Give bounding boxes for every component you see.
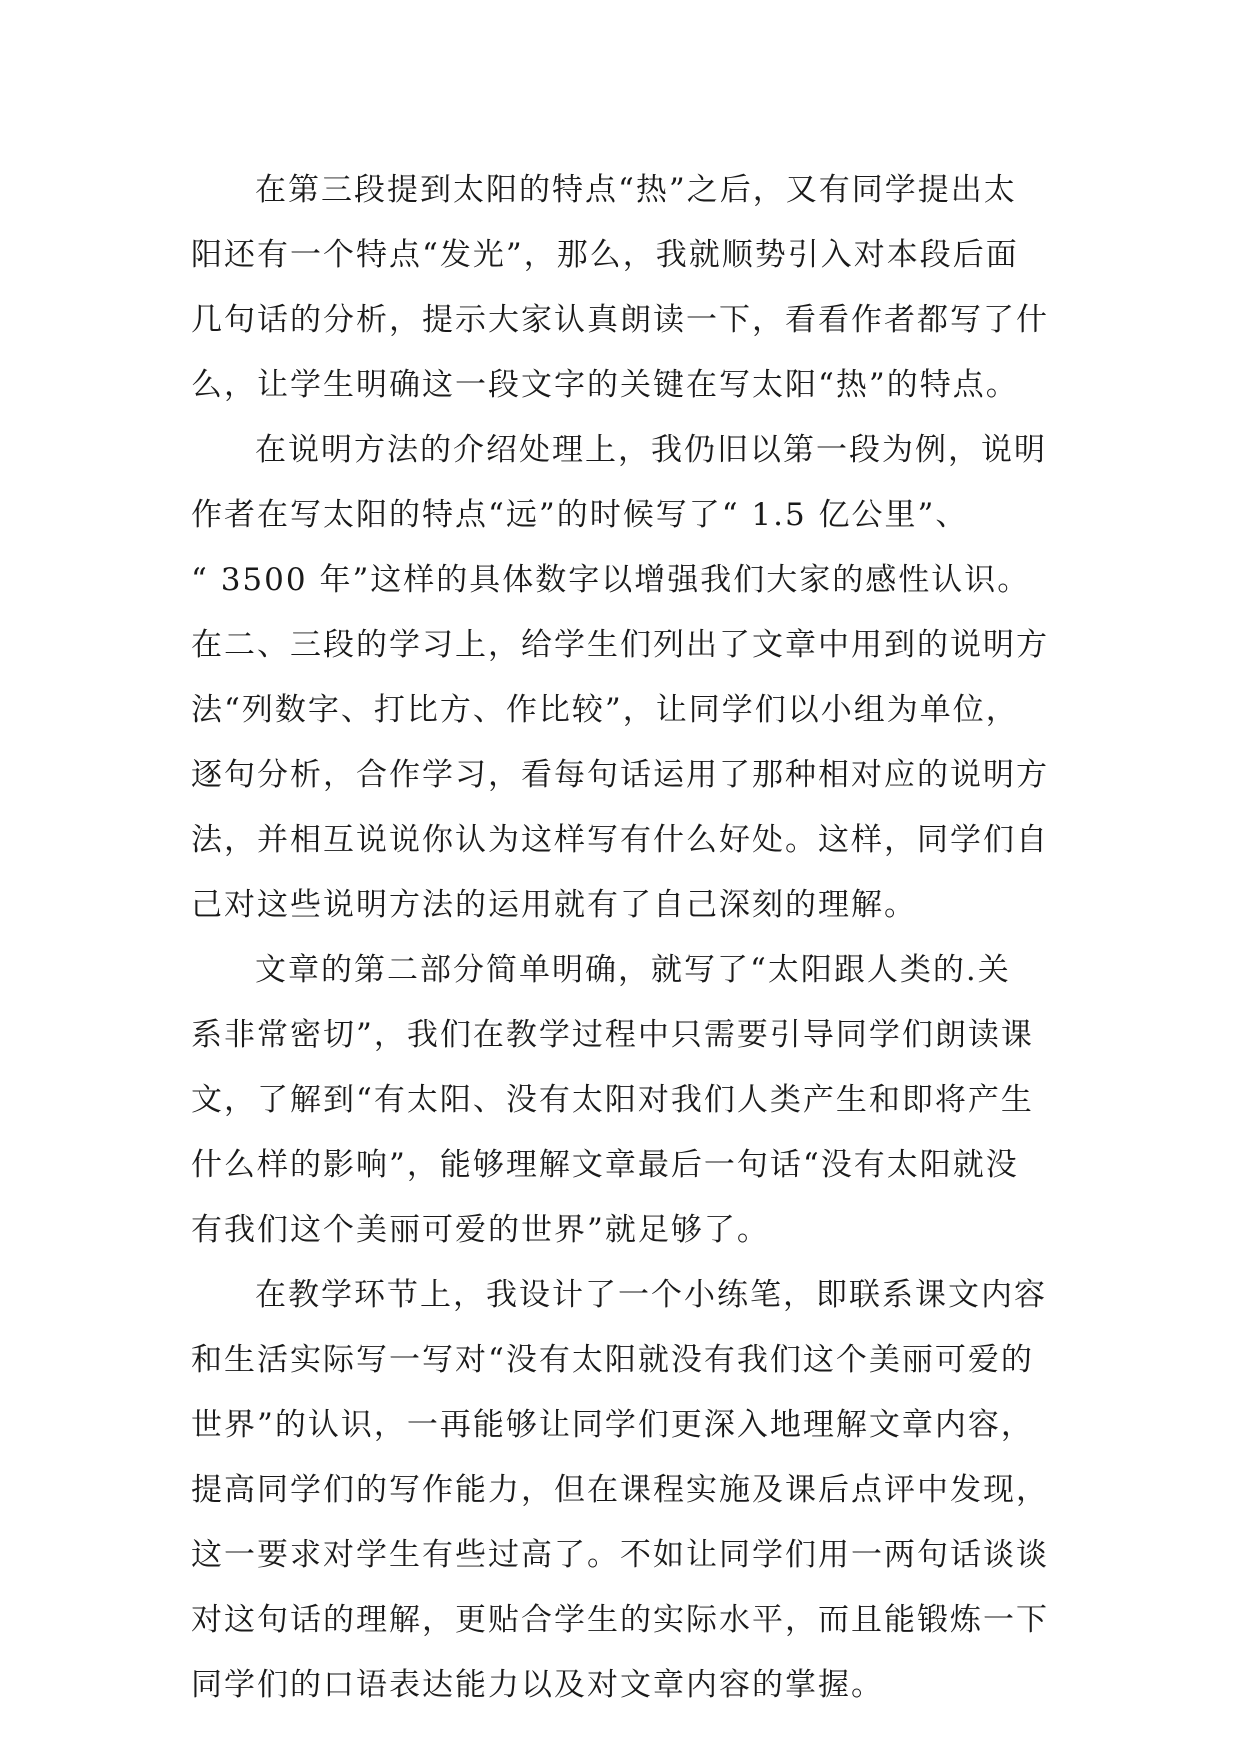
text-line: 在第三段提到太阳的特点“热”之后，又有同学提出太: [255, 172, 1017, 208]
text-line: 系非常密切”，我们在教学过程中只需要引导同学们朗读课: [191, 1017, 1034, 1053]
text-line: 什么样的影响”，能够理解文章最后一句话“没有太阳就没: [191, 1147, 1019, 1183]
text-line: 对这句话的理解，更贴合学生的实际水平，而且能锻炼一下: [191, 1602, 1049, 1638]
text-line: 几句话的分析，提示大家认真朗读一下，看看作者都写了什: [191, 302, 1049, 338]
text-line: 有我们这个美丽可爱的世界”就足够了。: [191, 1212, 770, 1248]
text-line: 提高同学们的写作能力，但在课程实施及课后点评中发现，: [191, 1472, 1049, 1508]
text-line: 么，让学生明确这一段文字的关键在写太阳“热”的特点。: [191, 367, 1019, 403]
text-line: 法，并相互说说你认为这样写有什么好处。这样，同学们自: [191, 822, 1049, 858]
text-line: 在二、三段的学习上，给学生们列出了文章中用到的说明方: [191, 627, 1049, 663]
text-line: 法“列数字、打比方、作比较”，让同学们以小组为单位，: [191, 692, 1019, 728]
document-body: [191, 158, 1061, 1718]
text-line: 在教学环节上，我设计了一个小练笔，即联系课文内容: [255, 1277, 1047, 1313]
text-line: 和生活实际写一写对“没有太阳就没有我们这个美丽可爱的: [191, 1342, 1034, 1378]
text-line: 逐句分析，合作学习，看每句话运用了那种相对应的说明方: [191, 757, 1049, 793]
text-line: 阳还有一个特点“发光”，那么，我就顺势引入对本段后面: [191, 237, 1019, 273]
text-line: 文章的第二部分简单明确，就写了“太阳跟人类的.关: [255, 952, 1011, 988]
text-line: 作者在写太阳的特点“远”的时候写了“ 1.5 亿公里”、: [191, 497, 969, 533]
text-line: 世界”的认识，一再能够让同学们更深入地理解文章内容，: [191, 1407, 1034, 1443]
text-line: 文，了解到“有太阳、没有太阳对我们人类产生和即将产生: [191, 1082, 1034, 1118]
text-line: “ 3500 年”这样的具体数字以增强我们大家的感性认识。: [191, 562, 1031, 598]
text-line: 这一要求对学生有些过高了。不如让同学们用一两句话谈谈: [191, 1537, 1049, 1573]
text-line: 己对这些说明方法的运用就有了自己深刻的理解。: [191, 887, 917, 923]
text-line: 同学们的口语表达能力以及对文章内容的掌握。: [191, 1667, 884, 1703]
text-line: 在说明方法的介绍处理上，我仍旧以第一段为例，说明: [255, 432, 1047, 468]
